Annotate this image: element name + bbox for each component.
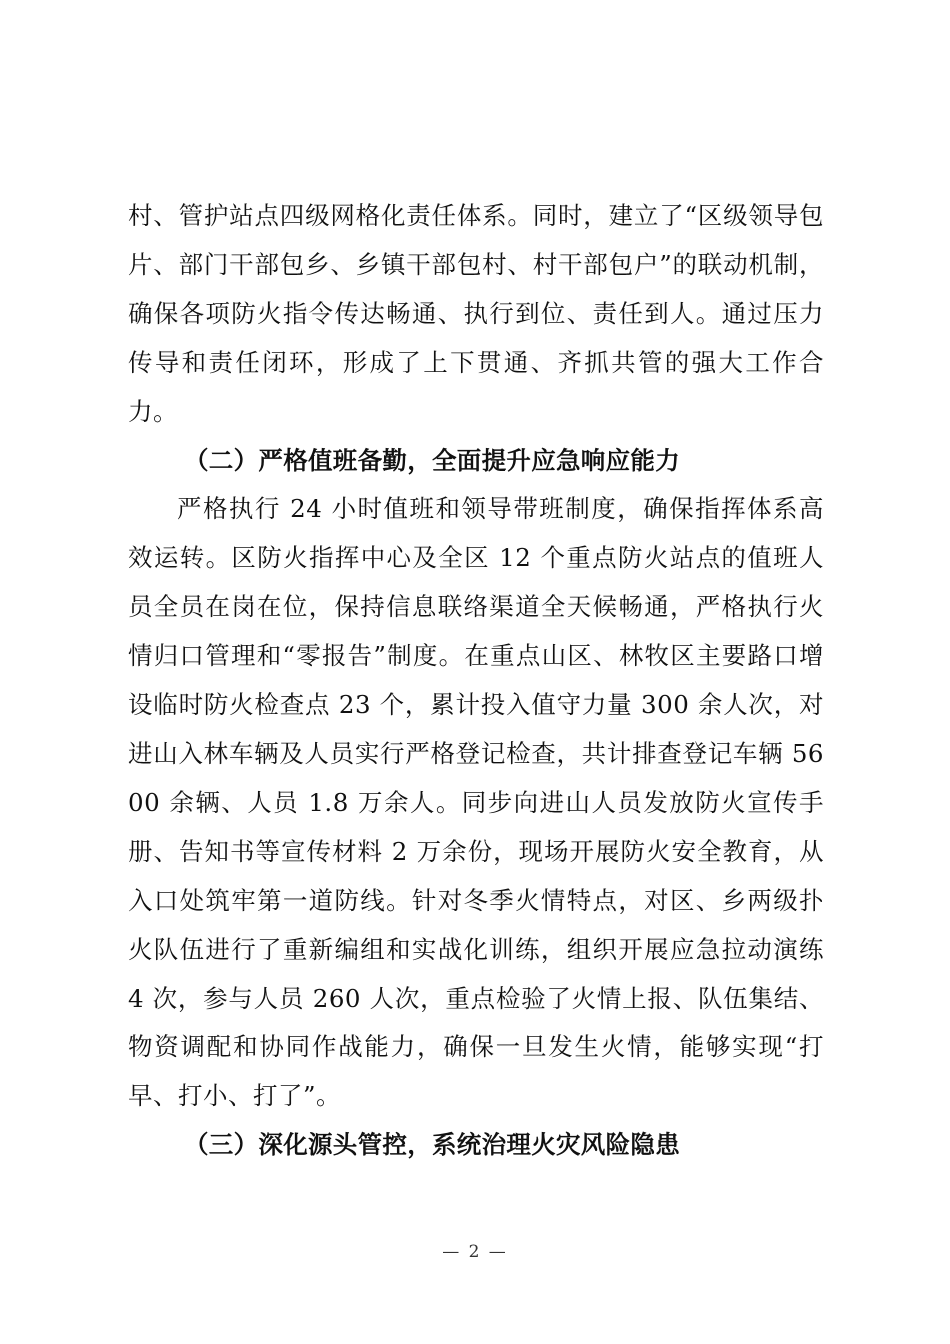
page-number: — 2 — <box>442 1242 508 1262</box>
section-heading-3: （三）深化源头管控，系统治理火灾风险隐患 <box>184 1130 680 1160</box>
paragraph-continuation: 村、管护站点四级网格化责任体系。同时，建立了“区级领导包片、部门干部包乡、乡镇干部包村、村干部包户”的联动机制，确保各项防火指令传达畅通、执行到位、责任到人。通过压力传导和责任闭环，形成了上下贯通、齐抓共管的强大工作合力。 <box>128 201 824 426</box>
section-heading-2: （二）严格值班备勤，全面提升应急响应能力 <box>184 445 680 475</box>
document-body <box>128 192 824 1170</box>
paragraph-duty-standby: 严格执行 24 小时值班和领导带班制度，确保指挥体系高效运转。区防火指挥中心及全区 12 个重点防火站点的值班人员全员在岗在位，保持信息联络渠道全天候畅通，严格执行火情归口管理和“零报告”制度。在重点山区、林牧区主要路口增设临时防火检查点 23 个，累计投入值守力量 300 余人次，对进山入林车辆及人员实行严格登记检查，共计排查登记车辆 5600 余辆、人员 1.8 万余人。同步向进山人员发放防火宣传手册、告知书等宣传材料 2 万余份，现场开展防火安全教育，从入口处筑牢第一道防线。针对冬季火情特点，对区、乡两级扑火队伍进行了重新编组和实战化训练，组织开展应急拉动演练 4 次，参与人员 260 人次，重点检验了火情上报、队伍集结、物资调配和协同作战能力，确保一旦发生火情，能够实现“打早、打小、打了”。 <box>128 494 824 1111</box>
